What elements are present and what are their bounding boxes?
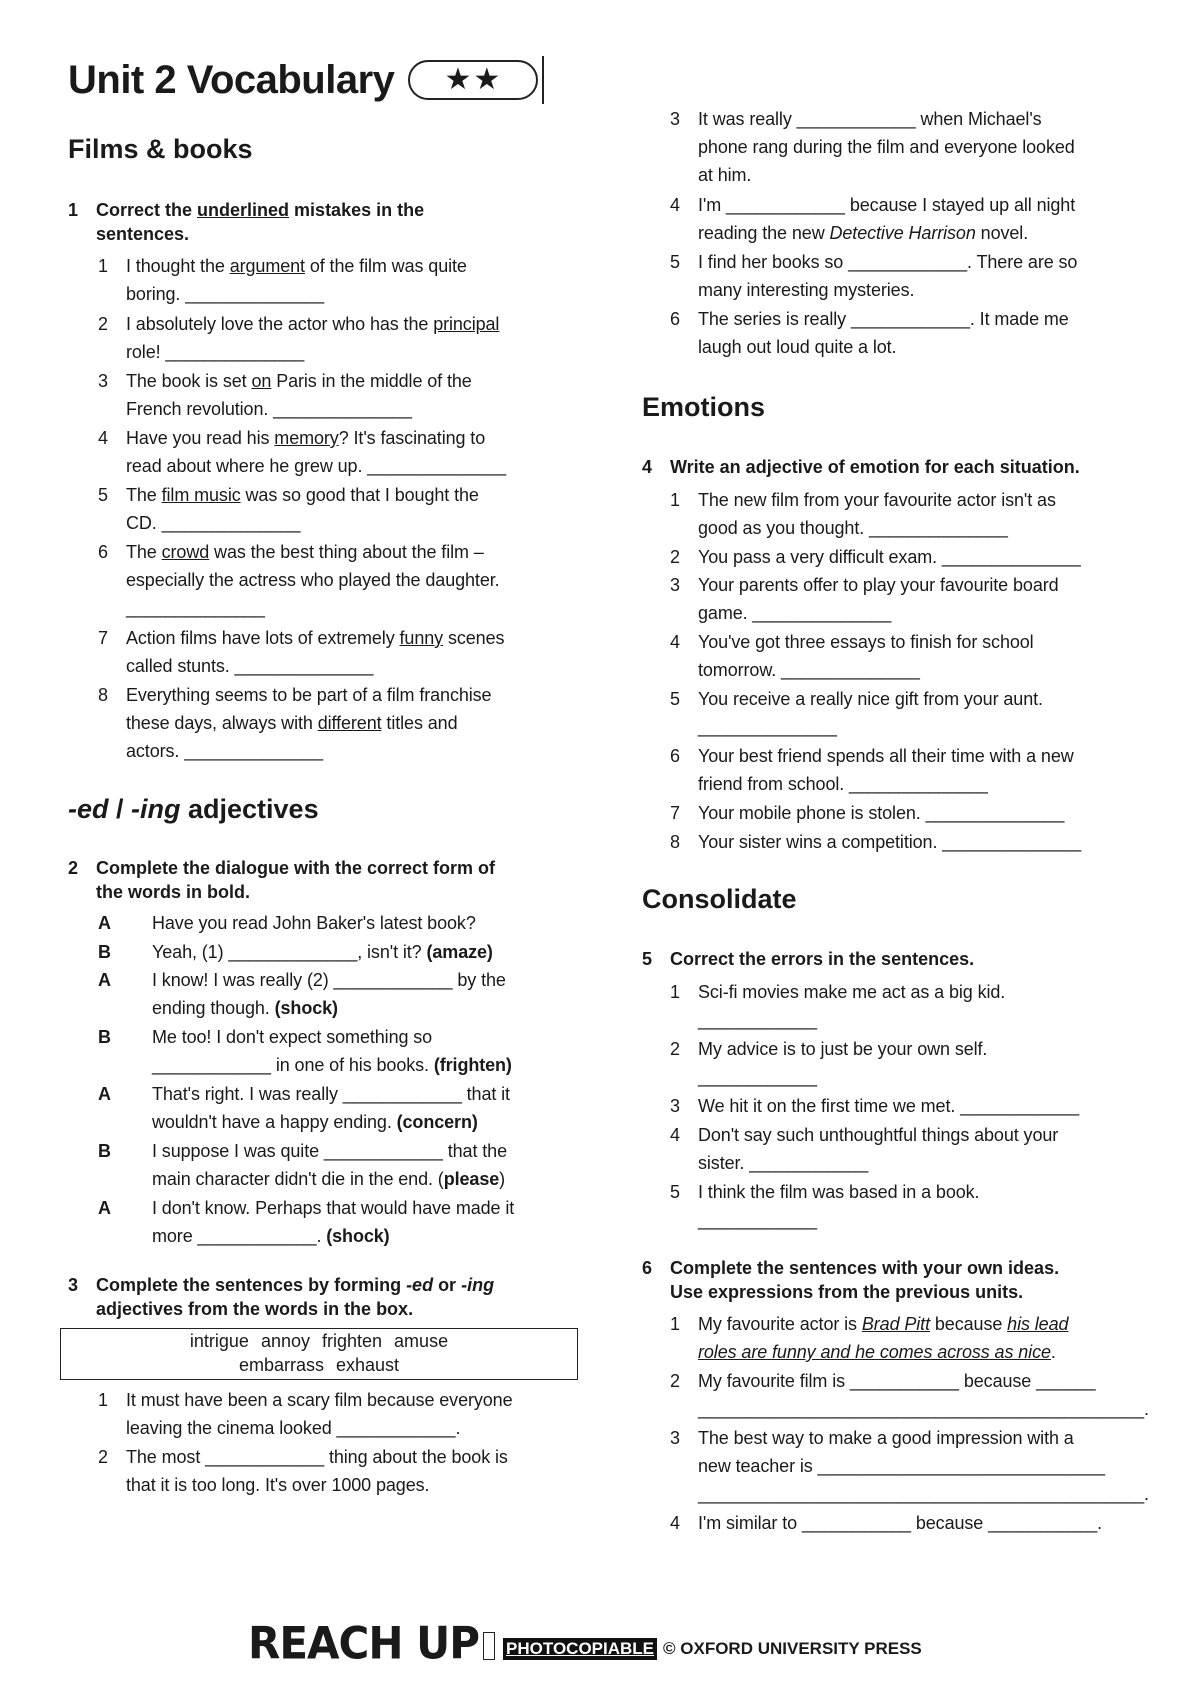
word-box xyxy=(60,1328,578,1380)
exercise-2-instruction: 2 Complete the dialogue with the correct form of the words in bold. xyxy=(68,858,496,902)
exercise-3-instruction: 3 Complete the sentences by forming -ed or -ing adjectives from the words in the box. xyxy=(68,1275,495,1319)
reach-up-logo: REACH UP xyxy=(248,1617,480,1670)
exercise-6-instruction: 6 Complete the sentences with your own ideas. Use expressions from the previous units. xyxy=(642,1258,1060,1302)
section-heading-films-books: Films & books xyxy=(68,134,253,164)
title-divider xyxy=(542,56,544,104)
word-box-row: embarrass exhaust xyxy=(238,1355,400,1375)
word-box-row: intrigue annoy frighten amuse xyxy=(189,1331,449,1351)
photocopiable-label: PHOTOCOPIABLE xyxy=(503,1638,657,1660)
page-header xyxy=(68,56,544,104)
section-heading-consolidate: Consolidate xyxy=(642,884,797,914)
exercise-1-instruction: 1 Correct the underlined mistakes in the sentences. xyxy=(68,200,425,244)
section-heading-ed-ing-adjectives: -ed / -ing adjectives xyxy=(68,794,319,824)
difficulty-stars-badge: ★★ xyxy=(408,60,538,100)
page-footer xyxy=(248,1617,922,1670)
trademark-box-icon xyxy=(483,1632,495,1660)
section-heading-emotions: Emotions xyxy=(642,392,766,422)
page-title: Unit 2 Vocabulary xyxy=(68,57,395,102)
exercise-4-instruction: 4 Write an adjective of emotion for each situation. xyxy=(642,457,1080,477)
copyright-text: © OXFORD UNIVERSITY PRESS xyxy=(663,1639,922,1658)
exercise-5-instruction: 5 Correct the errors in the sentences. xyxy=(642,949,975,969)
